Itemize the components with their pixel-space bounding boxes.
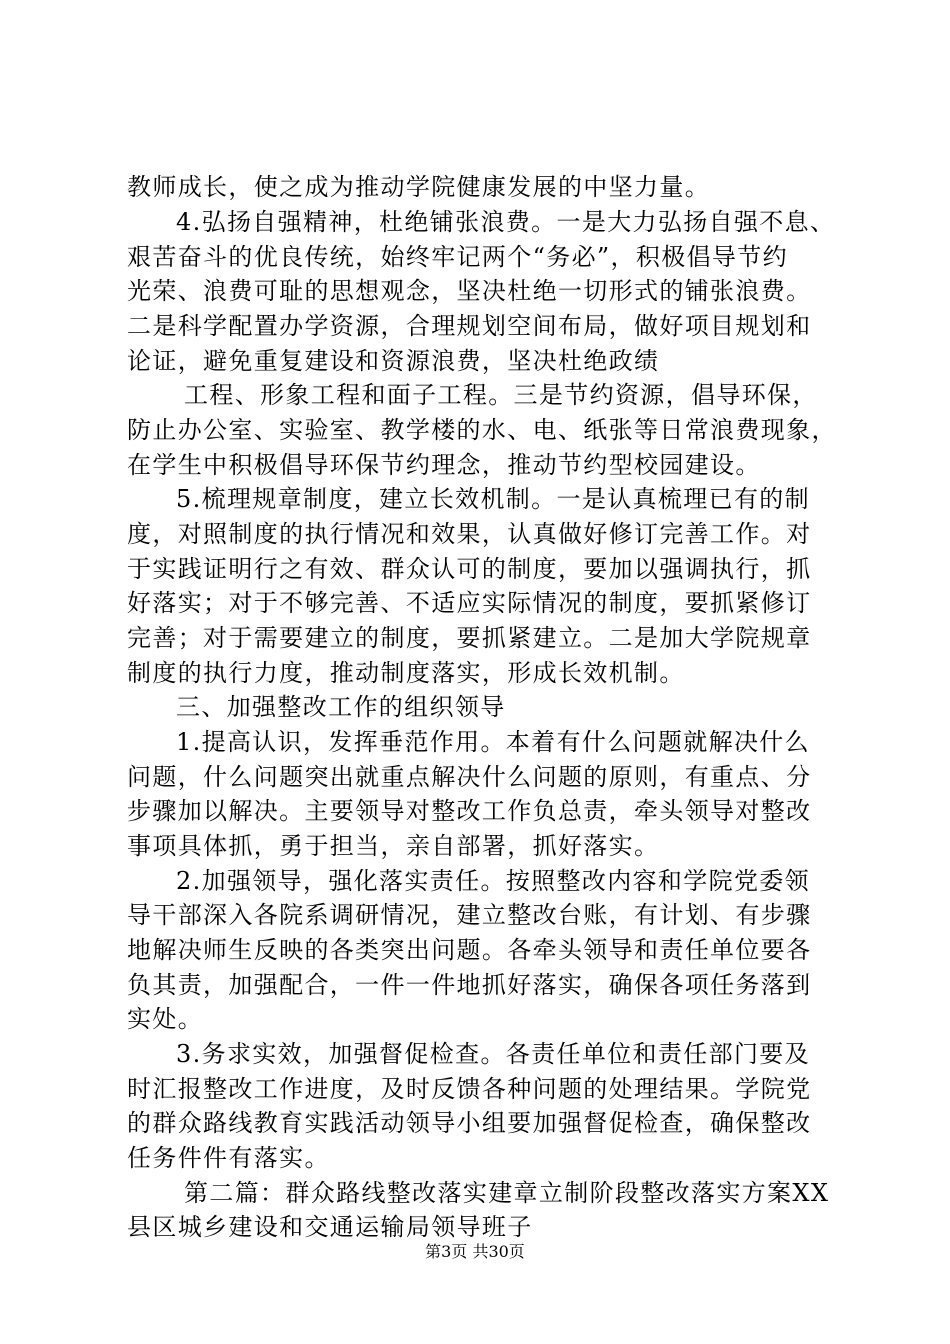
text-line: 工程、形象工程和面子工程。三是节约资源，倡导环保， [184,381,818,409]
text-line: 4.弘扬自强精神，杜绝铺张浪费。一是大力弘扬自强不息、 [176,208,836,236]
text-line: 实处。 [127,1005,204,1033]
text-line: 在学生中积极倡导环保节约理念，推动节约型校园建设。 [127,451,761,479]
chapter-heading: 第二篇：群众路线整改落实建章立制阶段整改落实方案XX [184,1179,830,1207]
text-line: 步骤加以解决。主要领导对整改工作负总责，牵头领导对整改 [127,797,812,825]
text-line: 时汇报整改工作进度，及时反馈各种问题的处理结果。学院党 [127,1075,812,1103]
text-line: 的群众路线教育实践活动领导小组要加强督促检查，确保整改 [127,1109,812,1137]
text-line: 地解决师生反映的各类突出问题。各牵头领导和责任单位要各 [127,936,812,964]
text-line: 度，对照制度的执行情况和效果，认真做好修订完善工作。对 [127,520,812,548]
text-line: 负其责，加强配合，一件一件地抓好落实，确保各项任务落到 [127,971,812,999]
text-line: 教师成长，使之成为推动学院健康发展的中坚力量。 [127,173,711,201]
text-line: 艰苦奋斗的优良传统，始终牢记两个“务必”，积极倡导节约 [127,243,788,271]
text-line: 二是科学配置办学资源，合理规划空间布局，做好项目规划和 [127,312,812,340]
text-line: 光荣、浪费可耻的思想观念，坚决杜绝一切形式的铺张浪费。 [127,277,812,305]
text-line: 防止办公室、实验室、教学楼的水、电、纸张等日常浪费现象， [127,416,837,444]
text-line: 导干部深入各院系调研情况，建立整改台账，有计划、有步骤 [127,901,812,929]
text-line: 2.加强领导，强化落实责任。按照整改内容和学院党委领 [176,867,810,895]
chapter-heading: 县区城乡建设和交通运输局领导班子 [127,1213,533,1241]
text-line: 事项具体抓，勇于担当，亲自部署，抓好落实。 [127,832,660,860]
text-line: 好落实；对于不够完善、不适应实际情况的制度，要抓紧修订 [127,589,812,617]
text-line: 任务件件有落实。 [127,1144,330,1172]
text-line: 论证，避免重复建设和资源浪费，坚决杜绝政绩 [127,347,660,375]
text-line: 问题，什么问题突出就重点解决什么问题的原则，有重点、分 [127,763,812,791]
text-line: 3.务求实效，加强督促检查。各责任单位和责任部门要及 [176,1040,810,1068]
page-footer: 第3页 共30页 [425,1242,525,1261]
section-heading: 三、加强整改工作的组织领导 [176,693,506,721]
text-line: 制度的执行力度，推动制度落实，形成长效机制。 [127,659,685,687]
text-line: 于实践证明行之有效、群众认可的制度，要加以强调执行，抓 [127,555,812,583]
text-line: 1.提高认识，发挥垂范作用。本着有什么问题就解决什么 [176,728,810,756]
text-line: 5.梳理规章制度，建立长效机制。一是认真梳理已有的制 [176,485,810,513]
text-line: 完善；对于需要建立的制度，要抓紧建立。二是加大学院规章 [127,624,812,652]
